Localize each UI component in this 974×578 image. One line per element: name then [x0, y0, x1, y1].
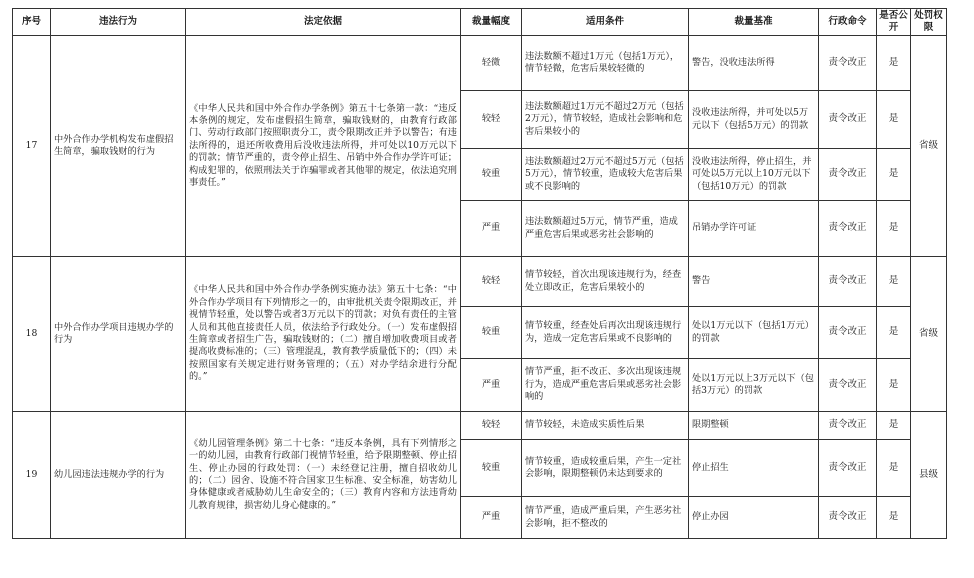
applicable-condition: 情节严重，造成严重后果，产生恶劣社会影响，拒不整改的 [522, 497, 689, 539]
header-authority: 处罚权限 [911, 9, 947, 36]
discretion-standard: 处以1万元以上3万元以下（包括3万元）的罚款 [689, 359, 819, 412]
violation-behavior: 幼儿园违法违规办学的行为 [51, 412, 186, 539]
discretion-standard: 限期整顿 [689, 412, 819, 440]
discretion-standard: 停止办园 [689, 497, 819, 539]
applicable-condition: 情节较重，经查处后再次出现该违规行为，造成一定危害后果或不良影响的 [522, 307, 689, 359]
administrative-order: 责令改正 [819, 36, 877, 91]
is-public: 是 [877, 440, 911, 497]
applicable-condition: 情节较轻，未造成实质性后果 [522, 412, 689, 440]
administrative-order: 责令改正 [819, 257, 877, 307]
legal-basis: 《中华人民共和国中外合作办学条例》第五十七条第一款：“违反本条例的规定，发布虚假招生简章，骗取钱财的，由教育行政部门、劳动行政部门按照职责分工，责令限期改正并予以警告；有违法所得的，退还所收费用后没收违法所得，并可处以10万元以下的罚款；情节严重的，责令停止招生、吊销中外合作办学许可证；构成犯罪的，依照刑法关于诈骗罪或者其他罪的规定，依法追究刑事责任。” [186, 36, 461, 257]
legal-basis: 《中华人民共和国中外合作办学条例实施办法》第五十七条：“中外合作办学项目有下列情形之一的，由审批机关责令限期改正，并视情节轻重，处以警告或者3万元以下的罚款；对负有责任的主管人员和其他直接责任人员，依法给予行政处分。（一）发布虚假招生简章或者招生广告，骗取钱财的；（二）擅自增加收费项目或者提高收费标准的；（三）管理混乱，教育教学质量低下的；（四）未按照国家有关规定进行财务管理的；（五）对办学结余进行分配的。” [186, 257, 461, 412]
table-row [13, 257, 947, 307]
header-standard: 裁量基准 [689, 9, 819, 36]
header-order: 行政命令 [819, 9, 877, 36]
discretion-level: 较重 [461, 440, 522, 497]
is-public: 是 [877, 91, 911, 149]
administrative-order: 责令改正 [819, 412, 877, 440]
discretion-standard: 吊销办学许可证 [689, 201, 819, 257]
applicable-condition: 违法数额不超过1万元（包括1万元），情节轻微，危害后果较轻微的 [522, 36, 689, 91]
penalty-table [12, 8, 947, 539]
penalty-authority: 省级 [911, 36, 947, 257]
applicable-condition: 违法数额超过1万元不超过2万元（包括2万元），情节较轻，造成社会影响和危害后果较小的 [522, 91, 689, 149]
is-public: 是 [877, 497, 911, 539]
discretion-level: 较轻 [461, 412, 522, 440]
applicable-condition: 违法数额超过5万元，情节严重，造成严重危害后果或恶劣社会影响的 [522, 201, 689, 257]
violation-behavior: 中外合作办学机构发布虚假招生简章，骗取钱财的行为 [51, 36, 186, 257]
applicable-condition: 情节较重，造成较重后果，产生一定社会影响，限期整顿仍未达到要求的 [522, 440, 689, 497]
row-number: 18 [13, 257, 51, 412]
applicable-condition: 违法数额超过2万元不超过5万元（包括5万元），情节较重，造成较大危害后果或不良影响的 [522, 149, 689, 201]
administrative-order: 责令改正 [819, 91, 877, 149]
discretion-standard: 停止招生 [689, 440, 819, 497]
header-behavior: 违法行为 [51, 9, 186, 36]
discretion-level: 轻微 [461, 36, 522, 91]
penalty-authority: 县级 [911, 412, 947, 539]
discretion-level: 较重 [461, 149, 522, 201]
administrative-order: 责令改正 [819, 359, 877, 412]
discretion-standard: 处以1万元以下（包括1万元）的罚款 [689, 307, 819, 359]
table-row [13, 412, 947, 440]
header-condition: 适用条件 [522, 9, 689, 36]
discretion-level: 较轻 [461, 257, 522, 307]
is-public: 是 [877, 359, 911, 412]
is-public: 是 [877, 307, 911, 359]
header-level: 裁量幅度 [461, 9, 522, 36]
administrative-order: 责令改正 [819, 307, 877, 359]
applicable-condition: 情节严重，拒不改正、多次出现该违规行为，造成严重危害后果或恶劣社会影响的 [522, 359, 689, 412]
header-row [13, 9, 947, 36]
row-number: 17 [13, 36, 51, 257]
legal-basis: 《幼儿园管理条例》第二十七条：“违反本条例，具有下列情形之一的幼儿园，由教育行政部门视情节轻重，给予限期整顿、停止招生、停止办园的行政处罚：（一）未经登记注册，擅自招收幼儿的；（二）园舍、设施不符合国家卫生标准、安全标准，妨害幼儿身体健康或者威胁幼儿生命安全的；（三）教育内容和方法违背幼儿教育规律，损害幼儿身心健康的。” [186, 412, 461, 539]
discretion-level: 严重 [461, 359, 522, 412]
discretion-standard: 没收违法所得，并可处以5万元以下（包括5万元）的罚款 [689, 91, 819, 149]
administrative-order: 责令改正 [819, 149, 877, 201]
row-number: 19 [13, 412, 51, 539]
header-basis: 法定依据 [186, 9, 461, 36]
header-no: 序号 [13, 9, 51, 36]
is-public: 是 [877, 201, 911, 257]
table-row [13, 36, 947, 91]
administrative-order: 责令改正 [819, 201, 877, 257]
administrative-order: 责令改正 [819, 497, 877, 539]
is-public: 是 [877, 149, 911, 201]
discretion-level: 严重 [461, 201, 522, 257]
is-public: 是 [877, 257, 911, 307]
discretion-standard: 警告 [689, 257, 819, 307]
discretion-level: 较重 [461, 307, 522, 359]
applicable-condition: 情节较轻，首次出现该违规行为，经查处立即改正，危害后果较小的 [522, 257, 689, 307]
administrative-order: 责令改正 [819, 440, 877, 497]
header-public: 是否公开 [877, 9, 911, 36]
discretion-standard: 警告，没收违法所得 [689, 36, 819, 91]
discretion-level: 严重 [461, 497, 522, 539]
violation-behavior: 中外合作办学项目违规办学的行为 [51, 257, 186, 412]
is-public: 是 [877, 36, 911, 91]
discretion-level: 较轻 [461, 91, 522, 149]
is-public: 是 [877, 412, 911, 440]
discretion-standard: 没收违法所得，停止招生，并可处以5万元以上10万元以下（包括10万元）的罚款 [689, 149, 819, 201]
penalty-authority: 省级 [911, 257, 947, 412]
